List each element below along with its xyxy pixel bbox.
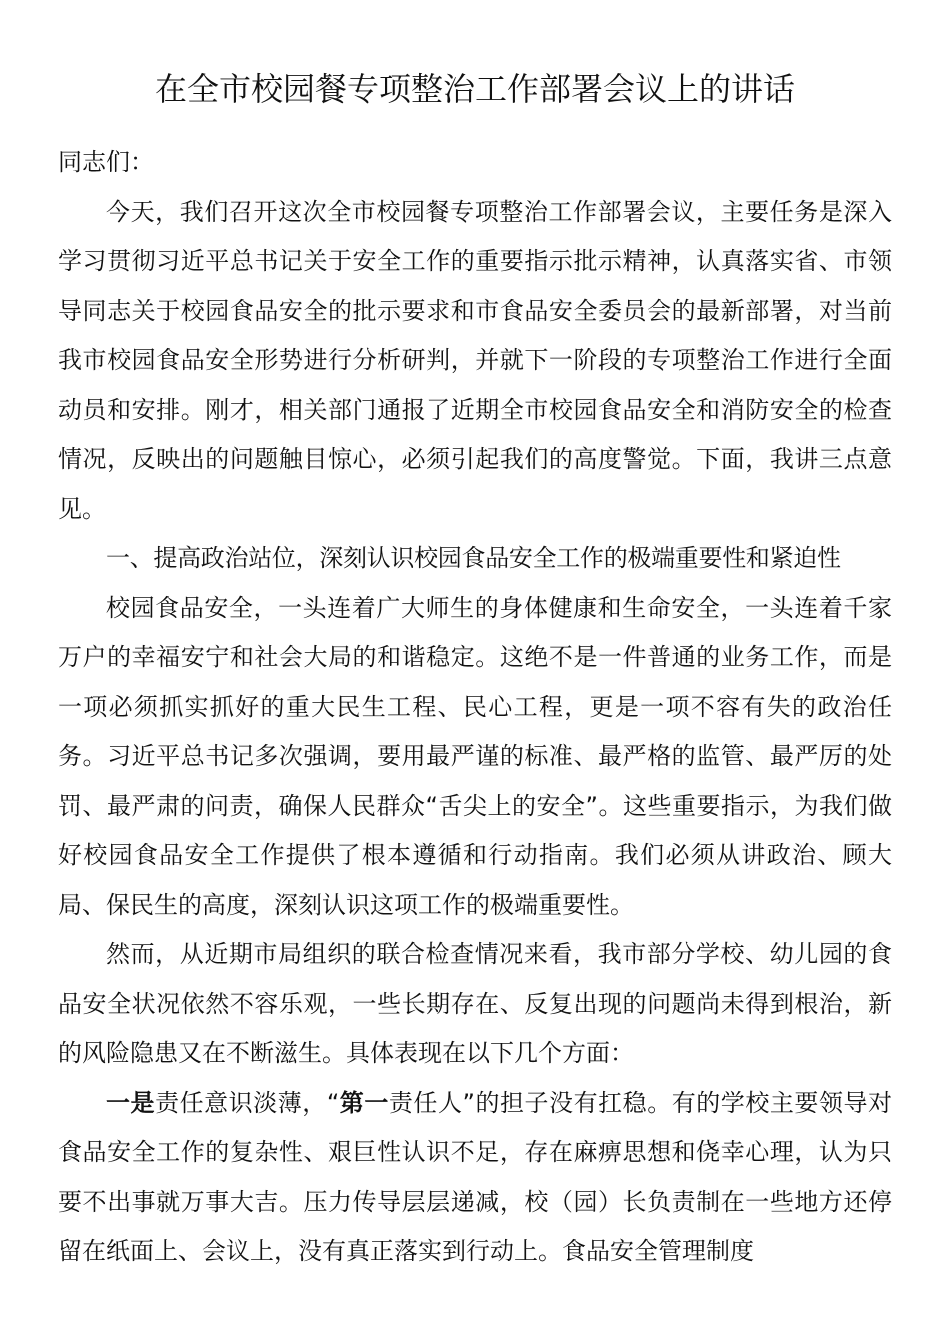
salutation: 同志们： — [58, 148, 154, 176]
point-one-emphasis: 第一 — [339, 1088, 389, 1117]
paragraph-point-one — [58, 1079, 892, 1277]
point-one-lead: 一是 — [106, 1088, 156, 1117]
paragraph-situation: 然而，从近期市局组织的联合检查情况来看，我市部分学校、幼儿园的食品安全状况依然不容乐观，一些长期存在、反复出现的问题尚未得到根治，新的风险隐患又在不断滋生。具体表现在以下几个方面： — [58, 940, 892, 1067]
point-one-text-a: 责任意识淡薄，“ — [155, 1088, 340, 1117]
section-heading-one: 一、提高政治站位，深刻认识校园食品安全工作的极端重要性和紧迫性 — [106, 544, 841, 572]
paragraph-importance: 校园食品安全，一头连着广大师生的身体健康和生命安全，一头连着千家万户的幸福安宁和社会大局的和谐稳定。这绝不是一件普通的业务工作，而是一项必须抓实抓好的重大民生工程、民心工程，更是一项不容有失的政治任务。习近平总书记多次强调，要用最严谨的标准、最严格的监管、最严厉的处罚、最严肃的问责，确保人民群众“舌尖上的安全”。这些重要指示，为我们做好校园食品安全工作提供了根本遵循和行动指南。我们必须从讲政治、顾大局、保民生的高度，深刻认识这项工作的极端重要性。 — [58, 593, 892, 919]
paragraph-intro: 今天，我们召开这次全市校园餐专项整治工作部署会议，主要任务是深入学习贯彻习近平总书记关于安全工作的重要指示批示精神，认真落实省、市领导同志关于校园食品安全的批示要求和市食品安全委员会的最新部署，对当前我市校园食品安全形势进行分析研判，并就下一阶段的专项整治工作进行全面动员和安排。刚才，相关部门通报了近期全市校园食品安全和消防安全的检查情况，反映出的问题触目惊心，必须引起我们的高度警觉。下面，我讲三点意见。 — [58, 197, 892, 523]
document-body — [58, 138, 892, 1277]
point-one-text-b: 责任人”的担子没有扛稳。有的学校主要领导对食品安全工作的复杂性、艰巨性认识不足，存在麻痹思想和侥幸心理，认为只要不出事就万事大吉。压力传导层层递减，校（园）长负责制在一些地方还停留在纸面上、会议上，没有真正落实到行动上。食品安全管理制度 — [58, 1088, 893, 1265]
document-title: 在全市校园餐专项整治工作部署会议上的讲话 — [154, 70, 795, 108]
